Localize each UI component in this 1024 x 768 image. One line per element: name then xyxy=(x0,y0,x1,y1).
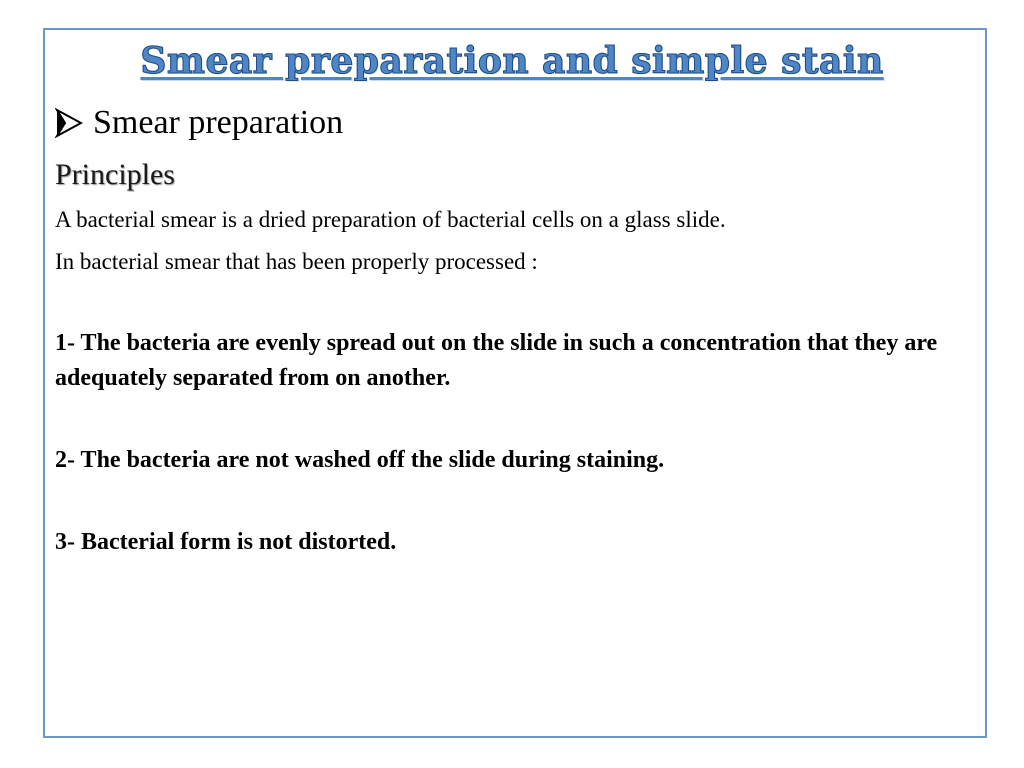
point-3: 3- Bacterial form is not distorted. xyxy=(55,529,397,555)
bullet-item-smear-preparation xyxy=(55,104,343,142)
paragraph-definition: A bacterial smear is a dried preparation of bacterial cells on a glass slide. xyxy=(55,207,726,232)
point-2: 2- The bacteria are not washed off the slide during staining. xyxy=(55,447,665,473)
slide-title: Smear preparation and simple stain xyxy=(140,40,884,82)
arrow-bullet-icon xyxy=(55,108,83,138)
point-1: 1- The bacteria are evenly spread out on the slide in such a concentration that they are adequately separated from on another. xyxy=(55,330,938,391)
bullet-text: Smear preparation xyxy=(93,104,344,141)
paragraph-intro: In bacterial smear that has been properly processed : xyxy=(55,249,538,274)
subheading-principles: Principles xyxy=(55,158,175,191)
